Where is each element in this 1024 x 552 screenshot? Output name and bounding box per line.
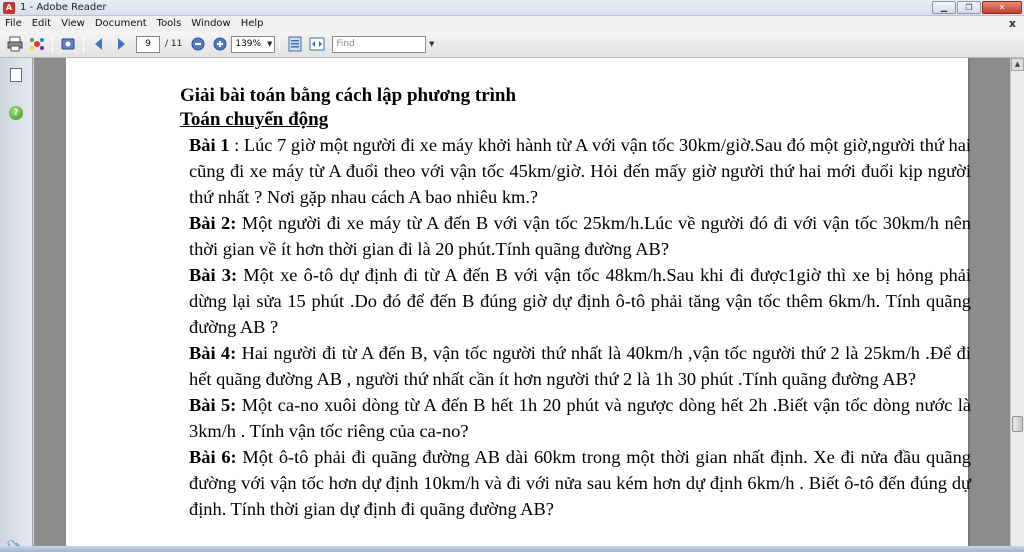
restore-button[interactable]: ❐ bbox=[957, 1, 981, 14]
problem-label: Bài 4: bbox=[189, 343, 237, 363]
document-close-icon[interactable]: x bbox=[1008, 17, 1016, 30]
fit-width-icon[interactable] bbox=[307, 34, 327, 54]
page-total: / 11 bbox=[165, 39, 183, 49]
menu-document[interactable]: Document bbox=[94, 18, 147, 29]
chevron-down-icon[interactable]: ▼ bbox=[428, 39, 435, 48]
minimize-button[interactable]: ▁ bbox=[932, 1, 956, 14]
problem-text: Một người đi xe máy từ A đến B với vận tốc 25km/h.Lúc về người đó đi với vận tốc 30km/h nên thời gian về ít hơn thời gian đi là 20 phút.Tính quãng đường AB? bbox=[189, 213, 971, 259]
problem-label: Bài 1 bbox=[189, 135, 230, 155]
problem-item bbox=[189, 210, 971, 262]
zoom-value: 139% bbox=[235, 38, 262, 49]
print-icon[interactable] bbox=[5, 34, 25, 54]
toolbar-separator bbox=[83, 35, 84, 53]
toolbar bbox=[0, 31, 1024, 58]
window-title: 1 - Adobe Reader bbox=[20, 2, 107, 13]
vertical-scrollbar[interactable] bbox=[1010, 58, 1024, 552]
problem-text: Một ca-no xuôi dòng từ A đến B hết 1h 20 phút và ngược dòng hết 2h .Biết vận tốc dòng nước là 3km/h . Tính vận tốc riêng của ca-no? bbox=[189, 395, 971, 441]
menu-window[interactable]: Window bbox=[191, 18, 231, 29]
menu-edit[interactable]: Edit bbox=[31, 18, 52, 29]
problem-label: Bài 5: bbox=[189, 395, 237, 415]
problem-item bbox=[189, 132, 971, 210]
problem-text: Một xe ô-tô dự định đi từ A đến B với vận tốc 48km/h.Sau khi đi được1giờ thì xe bị hỏng phải dừng lại sửa 15 phút .Do đó để đến B đúng giờ dự định ô-tô phải tăng vận tốc thêm 6km/h. Tính quãng đường AB ? bbox=[189, 265, 971, 337]
find-placeholder: Find bbox=[336, 38, 355, 49]
title-bar bbox=[0, 0, 1024, 16]
problem-item bbox=[189, 340, 971, 392]
menu-help[interactable]: Help bbox=[240, 18, 264, 29]
problem-text: Một ô-tô phải đi quãng đường AB dài 60km trong một thời gian nhất định. Xe đi nửa đầu quãng đường với vận tốc hơn dự định 10km/h và đi với nửa sau kém hơn dự định 6km/h . Biết ô-tô đến đúng dự định. Tính thời gian dự định đi quãng đường AB? bbox=[189, 447, 971, 519]
page-number-input[interactable]: 9 bbox=[136, 36, 160, 53]
pages-panel-icon[interactable] bbox=[10, 68, 22, 82]
problem-text: : Lúc 7 giờ một người đi xe máy khởi hành từ A với vận tốc 30km/giờ.Sau đó một giờ,người thứ hai cũng đi xe máy từ A đuổi theo với vận tốc 45km/giờ. Hỏi đến mấy giờ người thứ hai mới đuổi kịp người thứ nhất ? Nơi gặp nhau cách A bao nhiêu km.? bbox=[189, 135, 971, 207]
share-icon[interactable] bbox=[58, 34, 78, 54]
document-viewport[interactable] bbox=[34, 58, 1010, 552]
toolbar-separator bbox=[279, 35, 280, 53]
navigation-pane bbox=[0, 58, 33, 552]
scroll-up-icon[interactable]: ▲ bbox=[1011, 58, 1024, 71]
menu-bar bbox=[0, 16, 1024, 31]
fit-page-icon[interactable] bbox=[285, 34, 305, 54]
document-subheading: Toán chuyển động bbox=[180, 109, 329, 130]
problem-label: Bài 6: bbox=[189, 447, 237, 467]
pdf-page bbox=[66, 58, 971, 552]
adobe-reader-icon: A bbox=[3, 2, 15, 14]
taskbar bbox=[0, 546, 1024, 552]
find-input[interactable] bbox=[332, 36, 435, 53]
next-page-icon[interactable] bbox=[111, 34, 131, 54]
zoom-select[interactable] bbox=[231, 36, 275, 53]
page-content bbox=[180, 84, 971, 522]
chevron-down-icon: ▼ bbox=[266, 39, 273, 48]
previous-page-icon[interactable] bbox=[89, 34, 109, 54]
problem-label: Bài 2: bbox=[189, 213, 237, 233]
problem-item bbox=[189, 392, 971, 444]
zoom-in-icon[interactable] bbox=[210, 34, 230, 54]
collaborate-icon[interactable] bbox=[27, 34, 47, 54]
problem-text: Hai người đi từ A đến B, vận tốc người thứ nhất là 40km/h ,vận tốc người thứ 2 là 25km/h .Để đi hết quãng đường AB , người thứ nhất cần ít hơn người thứ 2 là 1h 30 phút .Tính quãng đường AB? bbox=[189, 343, 971, 389]
zoom-out-icon[interactable] bbox=[188, 34, 208, 54]
document-heading: Giải bài toán bằng cách lập phương trình bbox=[180, 85, 517, 106]
problem-label: Bài 3: bbox=[189, 265, 238, 285]
problem-item bbox=[189, 262, 971, 340]
menu-tools[interactable]: Tools bbox=[156, 18, 182, 29]
problem-item bbox=[189, 444, 971, 522]
problem-list bbox=[189, 132, 971, 522]
menu-file[interactable]: File bbox=[5, 18, 22, 29]
scrollbar-thumb[interactable] bbox=[1012, 416, 1023, 432]
menu-view[interactable]: View bbox=[61, 18, 85, 29]
window-controls bbox=[932, 1, 1022, 14]
toolbar-separator bbox=[52, 35, 53, 53]
close-button[interactable]: ✕ bbox=[982, 1, 1022, 14]
help-icon[interactable]: ? bbox=[9, 106, 23, 120]
